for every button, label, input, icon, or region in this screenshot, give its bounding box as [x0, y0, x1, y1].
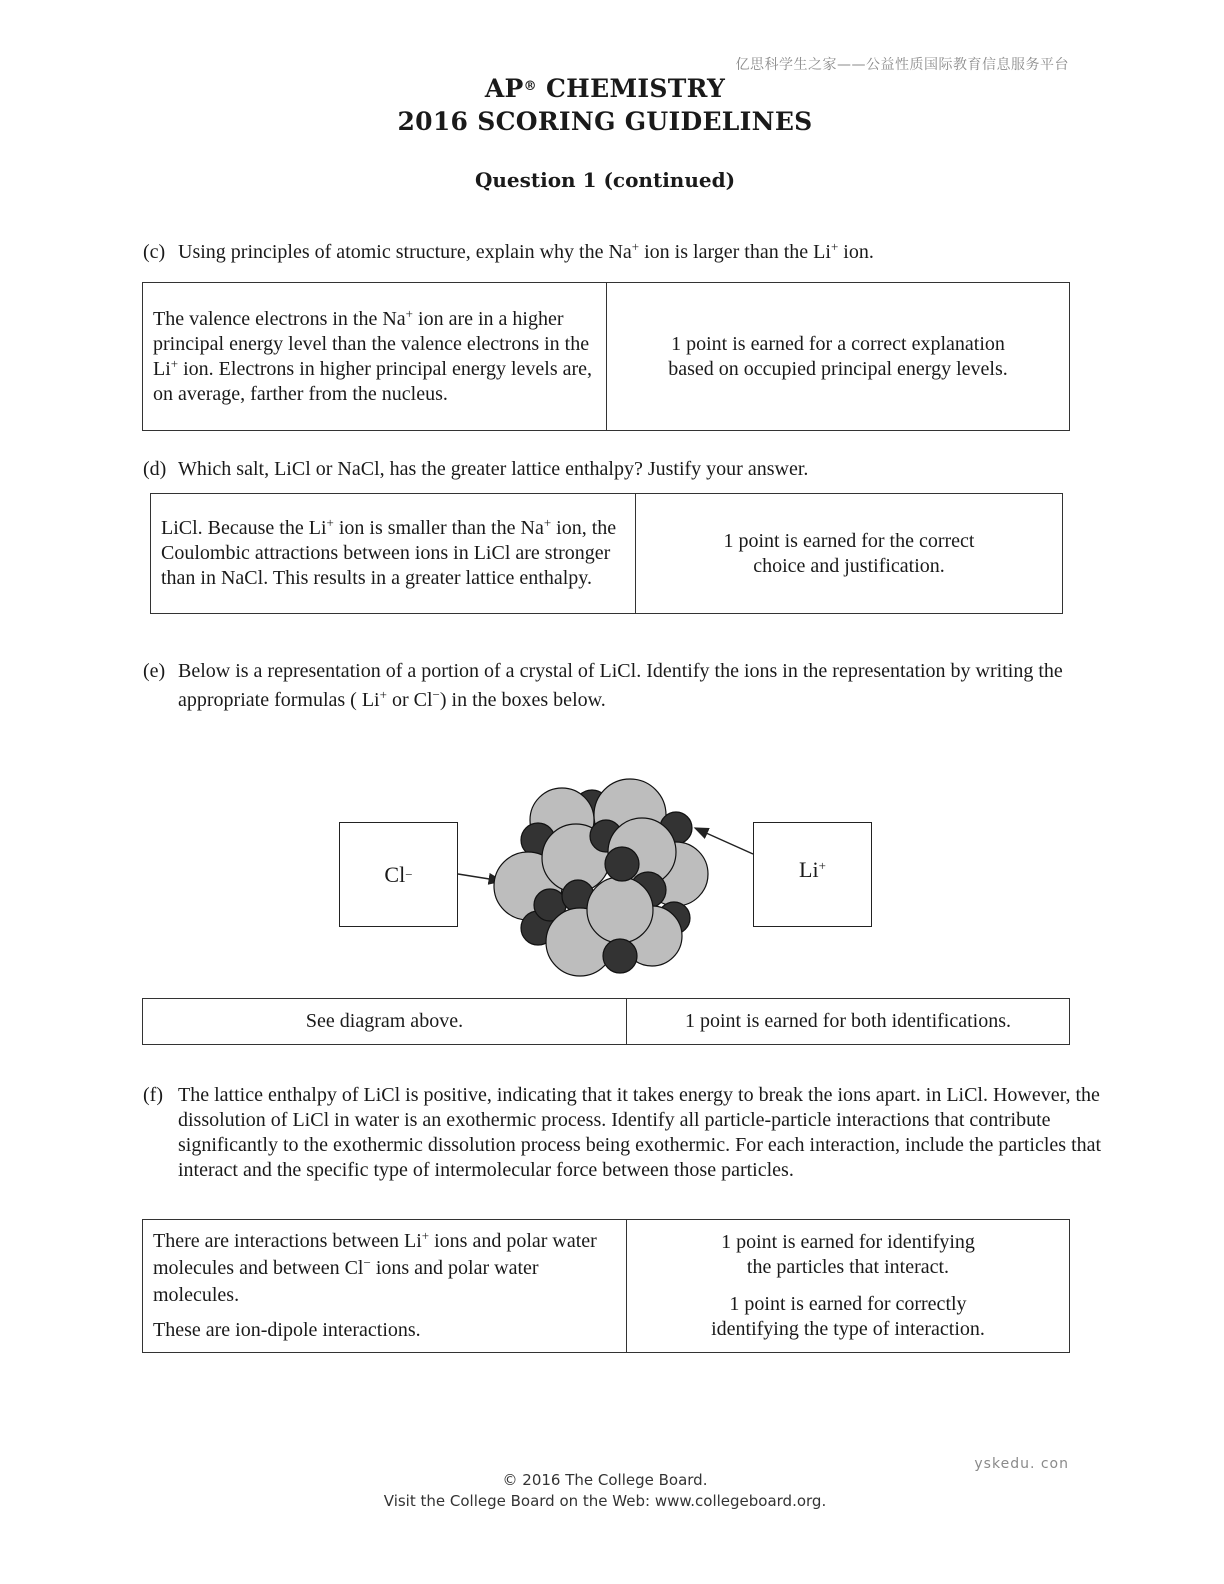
points-e: 1 point is earned for both identifications. [627, 999, 1070, 1045]
answer-d: LiCl. Because the Li+ ion is smaller than the Na+ ion, the Coulombic attractions between ions in LiCl are stronger than in NaCl. This results in a greater lattice enthalpy. [151, 494, 636, 614]
watermark-top: 亿思科学生之家——公益性质国际教育信息服务平台 [735, 57, 1069, 73]
question-f-label: (f) [143, 1084, 163, 1106]
answer-c: The valence electrons in the Na+ ion are in a higher principal energy level than the valence electrons in the Li+ ion. Electrons in higher principal energy levels are, on average, farther from the nucleus. [143, 283, 607, 431]
footer [0, 1470, 1210, 1512]
page-title: AP® CHEMISTRY 2016 SCORING GUIDELINES [0, 72, 1210, 138]
lithium-answer-box: Li+ [753, 822, 872, 927]
copyright: © 2016 The College Board. [502, 1471, 708, 1489]
scoring-table-d [150, 493, 1063, 614]
crystal-illustration [330, 770, 890, 990]
chloride-answer-box: Cl − [339, 822, 458, 927]
question-d: (d) Which salt, LiCl or NaCl, has the greater lattice enthalpy? Justify your answer. [143, 458, 809, 480]
answer-f: There are interactions between Li+ ions and polar water molecules and between Cl− ions and polar water molecules. These are ion-dipole interactions. [143, 1220, 627, 1353]
scoring-table-f [142, 1219, 1070, 1353]
lithium-ion [603, 939, 637, 973]
lithium-arrow [695, 828, 753, 854]
question-e-label: (e) [143, 660, 166, 682]
question-c-label: (c) [143, 241, 166, 263]
watermark-bottom: yskedu. con [974, 1456, 1069, 1472]
question-f: (f) The lattice enthalpy of LiCl is positive, indicating that it takes energy to break the ions apart. in LiCl. However, the dissolution of LiCl in water is an exothermic process. Identify all particle-particle interactions that contribute significantly to the exothermic dissolution process being exothermic. For each interaction, include the particles that interact and the specific type of intermolecular force between those particles. [143, 1084, 1102, 1181]
ion-cluster [494, 779, 708, 976]
answer-e: See diagram above. [143, 999, 627, 1045]
licl-crystal-diagram [330, 770, 890, 990]
website-note: Visit the College Board on the Web: www.collegeboard.org. [383, 1492, 827, 1510]
question-c: (c) Using principles of atomic structure, explain why the Na+ ion is larger than the Li+ ion. [143, 239, 874, 263]
points-c: 1 point is earned for a correct explanation based on occupied principal energy levels. [607, 283, 1070, 431]
scoring-table-e [142, 998, 1070, 1045]
points-f: 1 point is earned for identifying the particles that interact. 1 point is earned for correctly identifying the type of interaction. [627, 1220, 1070, 1353]
lithium-ion [605, 847, 639, 881]
page-subtitle-year: 2016 SCORING GUIDELINES [397, 107, 813, 136]
question-e: (e) Below is a representation of a portion of a crystal of LiCl. Identify the ions in the representation by writing the appropriate formulas ( Li+ or Cl−) in the boxes below. [143, 657, 1103, 715]
scoring-table-c [142, 282, 1070, 431]
points-d: 1 point is earned for the correct choice and justification. [636, 494, 1063, 614]
chloride-ion [587, 877, 653, 943]
question-heading: Question 1 (continued) [474, 168, 736, 192]
question-d-label: (d) [143, 458, 167, 480]
